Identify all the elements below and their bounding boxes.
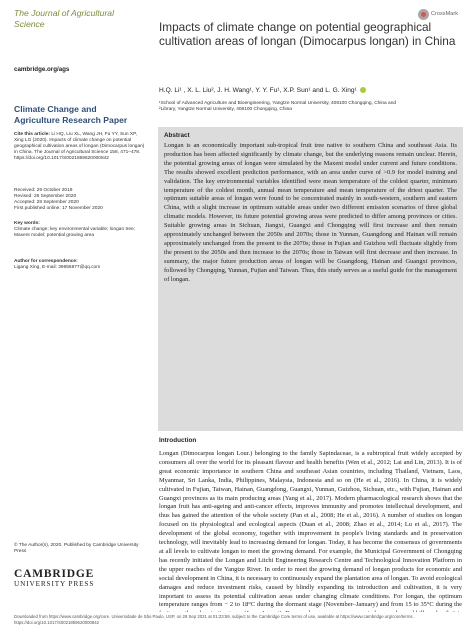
abstract-text: Longan is an economically important sub-tropical fruit tree native to southern China and southeast Asia. Its production has been affected significantly by climate change, but the underlying reasons remain unclear. Herein, the potential growing areas of longan were simulated by the Maxent model under current and future conditions. The results showed excellent prediction performance, with an area under curve of >0.9 for model training and validation. The key environmental variables identified were mean temperature of the coldest quarter, minimum temperature of the coldest month, annual mean temperature and mean temperature of the driest quarter. The optimum suitable areas of longan were found to be concentrated mainly in south-western, southern and eastern China, with a slight increase in optimum suitable areas under two different emission scenarios of three global climatic models. However, its future potential growing areas were predicted to differ among provinces or cities. Suitable growing areas in Sichuan, Jiangxi, Guangxi and Chongqing will first increase and then remain approximately unchanged between the 2050s and 2070s; those in Yunnan, Guangdong and Hainan will remain approximately unchanged from the present to the 2070s; those in Fujian and Guizhou will fluctuate slightly from the present to the 2050s and then increase to the 2070s; those in Taiwan will first decrease and then increase. In summary, the major future production areas of longan will be Guangdong, Hainan and Guangxi provinces, followed by Chongqing, Yunnan, Fujian and Taiwan. Thus, this study serves as a useful guide for the management of longan. <box>164 142 457 283</box>
date-accepted: Accepted: 28 September 2020 <box>14 200 79 205</box>
keywords-label: Key words: <box>14 221 40 226</box>
logo-line-2: UNIVERSITY PRESS <box>14 580 95 588</box>
journal-url-link[interactable]: cambridge.org/ags <box>14 66 70 73</box>
date-first-published: First published online: 17 November 2020 <box>14 206 103 211</box>
cite-text: Li HQ, Liu XL, Wang JH, Fu YY, Sun XP, Xing LG (2020). Impacts of climate change on potential geographical cultivation areas of longan (Dimocarpus longan) in China. The Journal of Agricultural Science 158, 471–478. https://doi.org/10.1017/S0021859620000842 <box>14 132 145 161</box>
affiliation-1: ¹School of Advanced Agriculture and Bioengineering, Yangtze Normal University, 408100 Chongqing, China and <box>159 101 397 106</box>
correspondence-label: Author for correspondence: <box>14 259 78 264</box>
introduction-heading: Introduction <box>159 437 197 444</box>
crossmark-label: CrossMark <box>431 11 459 17</box>
correspondence-block <box>14 259 146 271</box>
section-title: Climate Change and Agriculture Research Paper <box>14 104 128 125</box>
cambridge-logo <box>14 569 94 589</box>
affiliation-2: ²Library, Yangtze Normal University, 408100 Chongqing, China <box>159 107 292 113</box>
publication-dates <box>14 188 146 212</box>
date-received: Received: 29 October 2019 <box>14 188 73 193</box>
author-list <box>159 87 461 94</box>
keywords-block <box>14 221 146 239</box>
authors-text: H.Q. Li¹ , X. L. Liu², J. H. Wang¹, Y. Y. Fu¹, X.P. Sun¹ and L. G. Xing¹ <box>159 87 357 94</box>
correspondence-text: Ligang Xing, E-mail: 39656877@qq.com <box>14 265 101 270</box>
copyright-notice: © The Author(s), 2020. Published by Cambridge University Press <box>14 543 139 554</box>
logo-line-1: CAMBRIDGE <box>14 568 95 580</box>
download-footer: Downloaded from https://www.cambridge.org/core. Universidade de São Paulo, USP, on 29 Sep 2021 at 01:23:59, subject to the Cambridge Core terms of use, available at https://www.cambridge.org/core/terms. https://doi.org/10.1017/S0021859620000842 <box>14 614 414 625</box>
crossmark-icon <box>418 9 429 20</box>
journal-name: The Journal of Agricultural Science <box>14 8 114 29</box>
introduction-body <box>159 450 462 612</box>
abstract-box <box>158 127 463 431</box>
affiliations <box>159 101 461 114</box>
abstract-heading: Abstract <box>164 132 190 139</box>
article-title: Impacts of climate change on potential geographical cultivation areas of longan (Dimocarpus longan) in China <box>159 20 456 49</box>
intro-paragraph-1: Longan (Dimocarpus longan Lour.) belonging to the family Sapindaceae, is a subtropical fruit widely accepted by consumers all over the world for its pleasant flavour and health benefits (Wen et al., 2012; Lai and Lin, 2013). It is of great economic importance in southern China and southeast Asian countries, including Thailand, Vietnam, Laos, Myanmar, Sri Lanka, India, Philippines, Malaysia, Indonesia and so on (He et al., 2016). In China, it is widely cultivated in Fujian, Taiwan, Hainan, Guangdong, Guangxi, Yunnan, Guizhou, Sichuan, etc., with Fujian, Hainan and Guangxi provinces as its main producing areas (Yang et al., 2017). Modern pharmacological research shows that the longan fruit has anti-ageing and anti-cancer effects, improves immunity and promotes intellectual development, and thus has gained the attention of the whole society (Pan et al., 2008; He et al., 2016). A number of studies on longan focused on its physiological and ecological aspects (Duan et al., 2008; Zhao et al., 2014; Lu et al., 2017). The development of the global economy, together with improvement in people's living standards and in preservation technology, will inevitably lead to increasing demand for longan. Today, it has become the consensus of governments at all levels to cultivate longan to meet the growing demand. For example, the Municipal Government of Chongqing has recently initiated the Longan and Litchi Engineering Research Centre and Technological Innovation Platform in the upper reaches of the Yangtze River. In order to meet the growing demand of longan products for economic and social development in China, it is necessary to continuously expand the plantation area of longan. To avoid ecological damages and reduce investment risks, caused by blindly expanding its introduction and cultivation, it is very important to assess its potential cultivation areas under changing climate conditions. For longan, the optimum temperature ranges from − 2 to 18°C during the dormant stage (November–January) and from 15 to 35°C during the <box>159 450 462 609</box>
orcid-icon[interactable] <box>360 87 366 93</box>
cite-label: Cite this article: <box>14 132 50 137</box>
cite-this-article <box>14 132 146 162</box>
keywords-text: Climate change; key environmental variable; longan tree; Maxent model; potential growing area <box>14 227 136 238</box>
date-revised: Revised: 26 September 2020 <box>14 194 77 199</box>
